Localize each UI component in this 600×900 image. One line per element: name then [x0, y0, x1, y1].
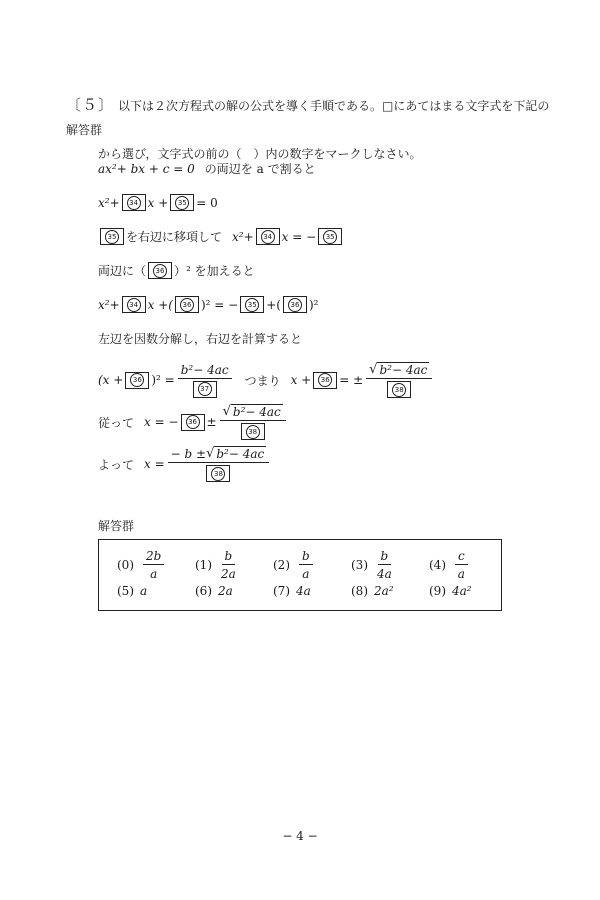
option-index: (5)	[117, 584, 134, 598]
blank-36[interactable]	[148, 262, 172, 279]
blank-37[interactable]	[193, 381, 217, 398]
sqrt: √ b²− 4ac	[222, 404, 281, 419]
step-3	[98, 228, 344, 245]
step-text: 従って	[98, 415, 135, 430]
option-fraction	[455, 549, 468, 581]
term: x +	[147, 195, 169, 210]
option-index: (0)	[117, 558, 134, 572]
option-index: (9)	[429, 584, 446, 598]
step-9	[98, 446, 272, 482]
numerator: b	[299, 549, 313, 565]
answer-option-0[interactable]	[117, 549, 195, 581]
term: x²+	[98, 195, 120, 210]
answer-row-1	[117, 549, 507, 581]
blank-36[interactable]	[175, 296, 199, 313]
sqrt: √ b²− 4ac	[369, 362, 428, 377]
blank-35[interactable]	[170, 194, 194, 211]
option-fraction	[143, 549, 164, 581]
denominator: 2a	[221, 567, 236, 581]
blank-number: 34	[127, 298, 141, 312]
numerator: c	[455, 549, 468, 565]
blank-number: 36	[153, 264, 167, 278]
blank-number: 36	[180, 298, 194, 312]
answer-group-title: 解答群	[98, 519, 135, 533]
option-value: 4a²	[452, 584, 472, 598]
term: )² =	[151, 373, 175, 387]
radicand: b²− 4ac	[379, 363, 428, 377]
term: x +(	[147, 297, 173, 312]
option-index: (3)	[351, 558, 368, 572]
blank-38[interactable]	[206, 465, 230, 482]
answer-option-6[interactable]	[195, 584, 273, 598]
blank-38[interactable]	[387, 381, 411, 398]
option-fraction	[221, 549, 236, 581]
denominator: a	[457, 567, 465, 581]
option-value: a	[140, 584, 148, 598]
blank-36[interactable]	[125, 372, 149, 389]
answer-option-9[interactable]	[429, 584, 507, 598]
blank-number: 34	[127, 196, 141, 210]
term: ±	[206, 415, 217, 429]
numerator-prefix: − b ±	[170, 446, 207, 461]
page-number: − 4 −	[282, 829, 318, 843]
blank-number: 38	[392, 383, 406, 397]
fraction	[366, 362, 432, 398]
numerator: b	[222, 549, 236, 565]
option-value: 2a²	[374, 584, 394, 598]
answer-group-box	[98, 539, 502, 611]
step-text: つまり	[244, 373, 281, 388]
blank-34[interactable]	[256, 228, 280, 245]
blank-35[interactable]	[318, 228, 342, 245]
option-index: (6)	[195, 584, 212, 598]
instruction-line-2: から選び，文字式の前の（ ）内の数字をマークしなさい。	[98, 147, 422, 161]
term: = 0	[196, 195, 218, 210]
term: = ±	[339, 373, 364, 387]
blank-number: 35	[323, 230, 337, 244]
step-4	[98, 262, 255, 279]
term: x +	[290, 373, 312, 387]
step-text: の両辺を a で割ると	[204, 162, 316, 176]
answer-option-5[interactable]	[117, 584, 195, 598]
answer-option-8[interactable]	[351, 584, 429, 598]
term: x²+	[232, 229, 254, 244]
answer-option-3[interactable]	[351, 549, 429, 581]
blank-number: 36	[288, 298, 302, 312]
term: +(	[266, 297, 281, 312]
step-6	[98, 330, 302, 347]
blank-number: 38	[211, 467, 225, 481]
denominator: a	[302, 567, 310, 581]
blank-number: 37	[198, 382, 212, 396]
blank-number: 34	[261, 230, 275, 244]
blank-number: 36	[186, 415, 200, 429]
equation: ax²+ bx + c = 0	[98, 161, 195, 176]
numerator: b	[378, 549, 392, 565]
blank-36[interactable]	[181, 414, 205, 431]
option-fraction	[299, 549, 313, 581]
blank-36[interactable]	[283, 296, 307, 313]
radicand: b²− 4ac	[232, 405, 281, 419]
step-text: 左辺を因数分解し，右辺を計算すると	[98, 332, 303, 346]
answer-option-1[interactable]	[195, 549, 273, 581]
step-5	[98, 296, 318, 313]
blank-35[interactable]	[100, 228, 124, 245]
option-fraction	[377, 549, 392, 581]
blank-number: 35	[105, 230, 119, 244]
term: x = −	[281, 229, 317, 244]
step-text: を右辺に移項して	[126, 230, 223, 244]
term: x = −	[144, 415, 179, 429]
blank-38[interactable]	[241, 423, 265, 440]
denominator: 4a	[377, 567, 392, 581]
fraction	[168, 446, 270, 482]
option-index: (2)	[273, 558, 290, 572]
option-index: (7)	[273, 584, 290, 598]
fraction	[220, 404, 286, 440]
numerator: b²− 4ac	[178, 363, 232, 379]
blank-34[interactable]	[122, 296, 146, 313]
answer-option-2[interactable]	[273, 549, 351, 581]
blank-36[interactable]	[313, 372, 337, 389]
term: (x +	[98, 373, 124, 387]
term: )² = −	[200, 297, 239, 312]
option-index: (1)	[195, 558, 212, 572]
question-number: 〔５〕	[66, 96, 115, 114]
numerator	[168, 446, 270, 463]
blank-number: 36	[318, 373, 332, 387]
blank-number: 36	[130, 373, 144, 387]
step-text: よって	[98, 457, 135, 472]
step-7	[98, 362, 435, 398]
option-value: 4a	[296, 584, 311, 598]
blank-number: 35	[245, 298, 259, 312]
fraction	[178, 363, 232, 398]
numerator: 2b	[143, 549, 164, 565]
option-value: 2a	[218, 584, 233, 598]
blank-number: 38	[246, 425, 260, 439]
term: x =	[144, 457, 165, 471]
term: x²+	[98, 297, 120, 312]
denominator: a	[150, 567, 158, 581]
step-text: 両辺に（	[98, 264, 147, 278]
option-index: (8)	[351, 584, 368, 598]
step-1	[98, 160, 316, 177]
step-text: ）² を加えると	[174, 264, 255, 278]
blank-35[interactable]	[240, 296, 264, 313]
option-index: (4)	[429, 558, 446, 572]
step-2	[98, 194, 218, 211]
instruction-line-1: 以下は２次方程式の解の公式を導く手順である。□にあてはまる文字式を下記の解答群	[66, 99, 550, 137]
answer-option-7[interactable]	[273, 584, 351, 598]
answer-option-4[interactable]	[429, 549, 507, 581]
question-header	[66, 93, 556, 166]
step-8	[98, 404, 289, 440]
blank-number: 35	[175, 196, 189, 210]
sqrt: √ b²− 4ac	[206, 446, 265, 461]
answer-row-2	[117, 584, 507, 598]
term: )²	[308, 297, 319, 312]
radicand: b²− 4ac	[216, 447, 265, 461]
blank-34[interactable]	[122, 194, 146, 211]
